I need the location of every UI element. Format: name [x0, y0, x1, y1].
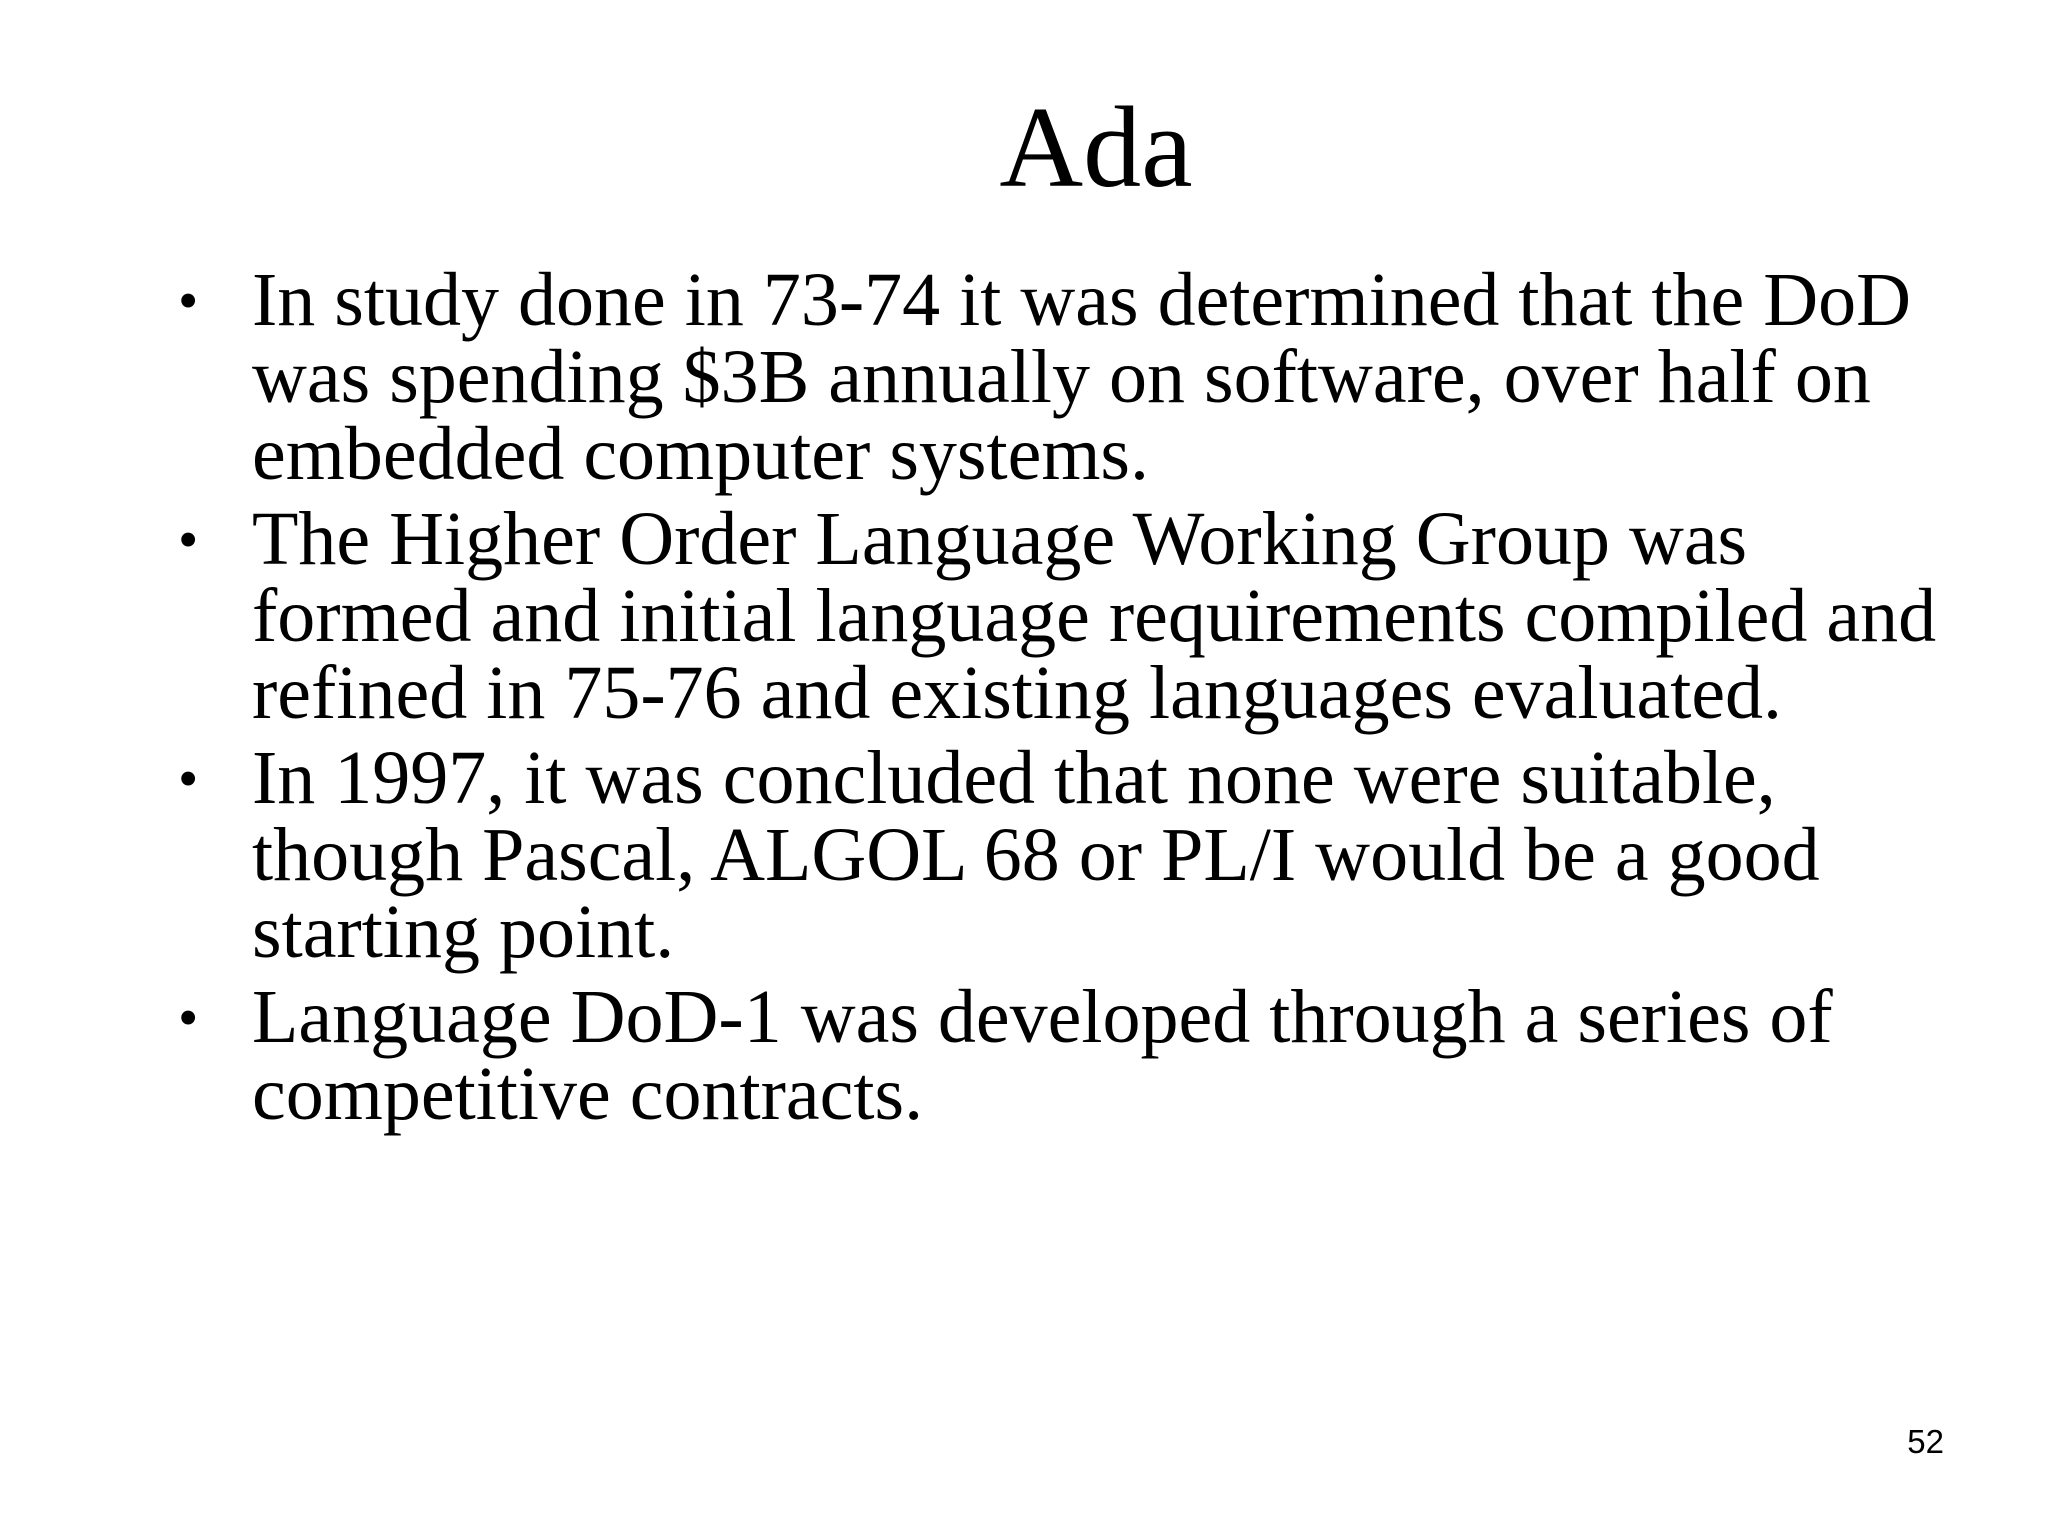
bullet-marker: • — [178, 268, 199, 333]
bullet-item — [168, 975, 1968, 1136]
bullet-marker: • — [178, 985, 199, 1050]
bullet-text: Language DoD-1 was developed through a series of competitive contracts. — [252, 975, 1833, 1136]
bullet-list — [168, 258, 1968, 1141]
page-number: 52 — [1907, 1423, 1944, 1460]
bullet-item — [168, 497, 1968, 735]
bullet-text: In 1997, it was concluded that none were suitable, though Pascal, ALGOL 68 or PL/I would be a good starting point. — [252, 736, 1820, 974]
bullet-text: The Higher Order Language Working Group was formed and initial language requirements compiled and refined in 75-76 and existing languages evaluated. — [252, 497, 1937, 735]
bullet-item — [168, 258, 1968, 496]
bullet-text: In study done in 73-74 it was determined that the DoD was spending $3B annually on software, over half on embedded computer systems. — [252, 258, 1912, 496]
slide-title: Ada — [999, 84, 1193, 212]
bullet-marker: • — [178, 507, 199, 572]
bullet-marker: • — [178, 746, 199, 811]
bullet-item — [168, 736, 1968, 974]
